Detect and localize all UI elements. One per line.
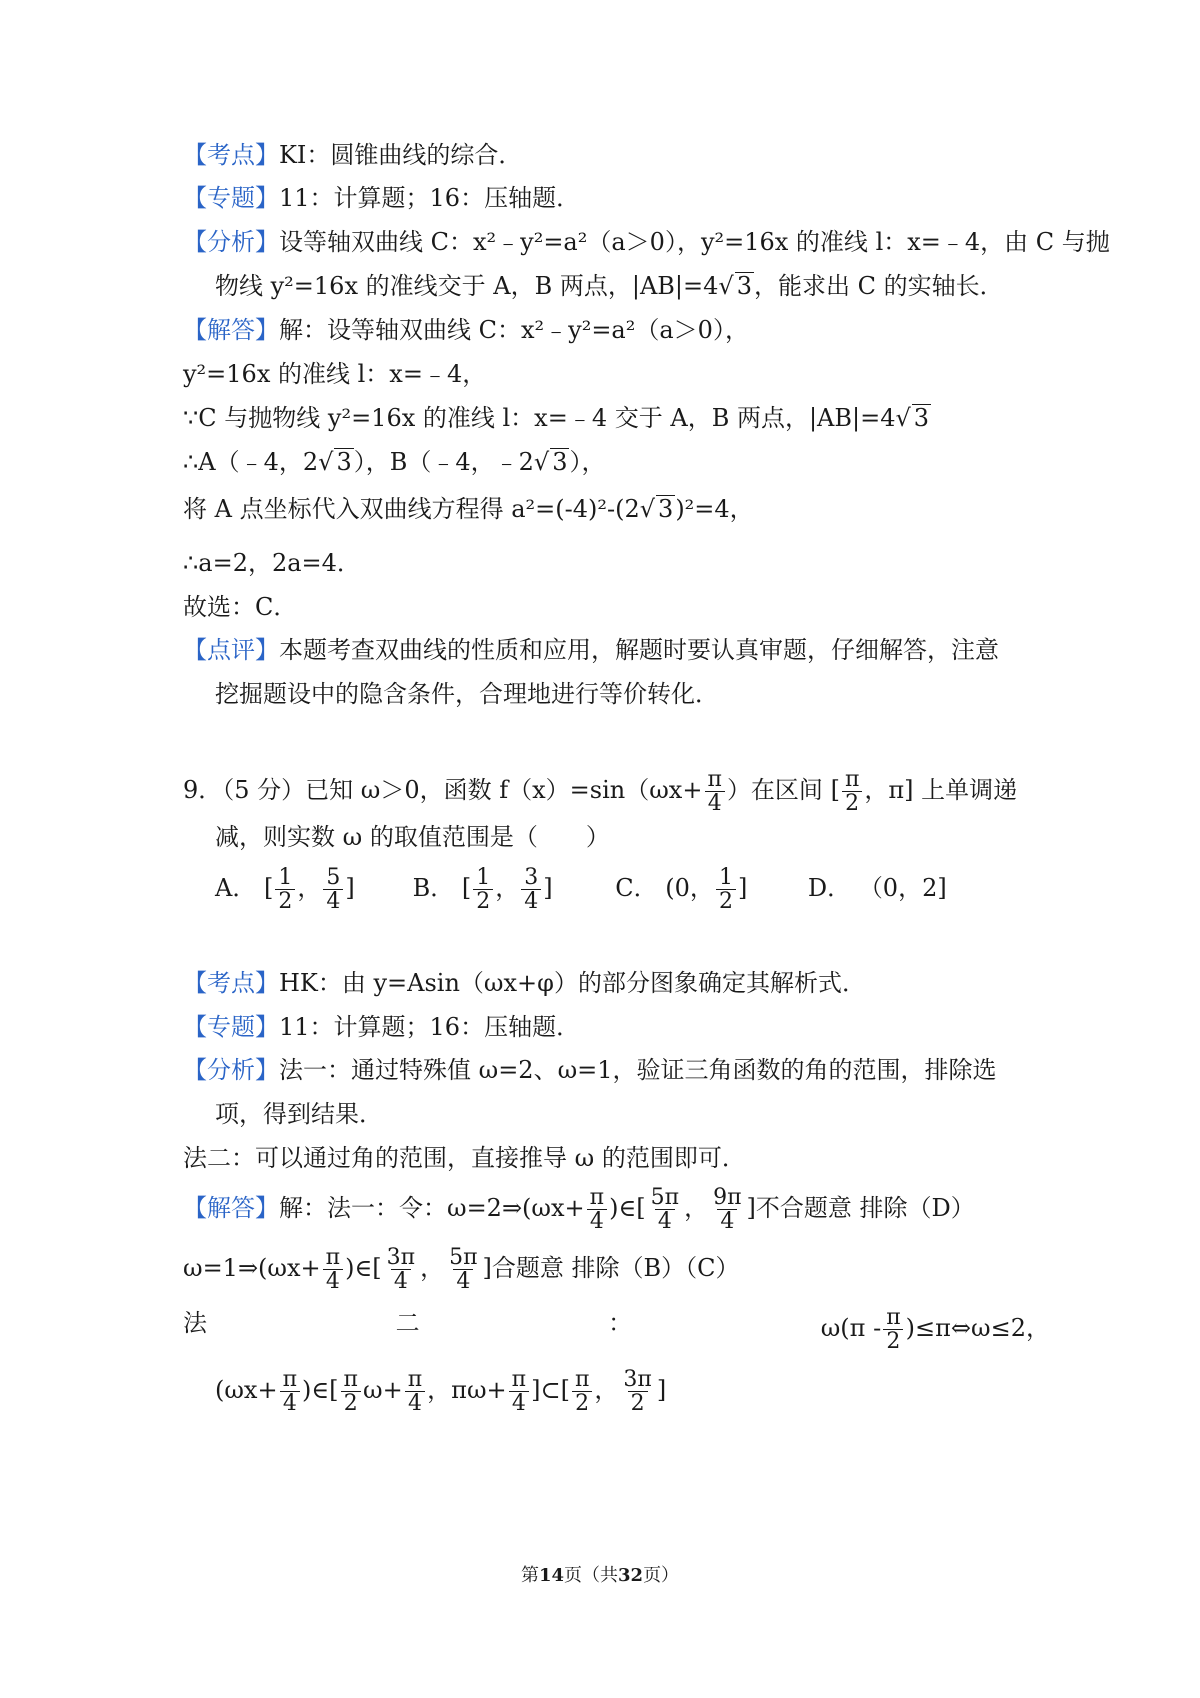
fraction <box>587 1186 607 1233</box>
numerator: 1 <box>718 865 733 890</box>
expr-part: ω(π - <box>820 1314 882 1343</box>
fraction <box>280 1368 300 1415</box>
fraction <box>405 1368 425 1415</box>
q9-jieda-line4 <box>215 1368 1050 1415</box>
numerator: π <box>844 767 860 792</box>
fraction <box>704 768 724 815</box>
set-symbol: )∈[ <box>609 1194 646 1223</box>
numerator: π <box>511 1367 527 1392</box>
denominator: 4 <box>323 889 343 913</box>
total-pages: 32 <box>618 1565 644 1586</box>
jieda-line: 解：设等轴双曲线 C：x²﹣y²=a²（a＞0）， <box>279 316 749 344</box>
bracket: ] <box>543 874 553 903</box>
fraction <box>384 1246 418 1293</box>
q8-jieda-line4 <box>183 445 1050 479</box>
fraction <box>620 1368 654 1415</box>
footer-text: 第 <box>520 1565 539 1586</box>
point-a: ∴A（﹣4，2 <box>183 448 319 476</box>
numerator: 5 <box>326 865 341 890</box>
radicand: 3 <box>658 495 674 523</box>
jieda-line: ]合题意 排除（B）（C） <box>482 1254 740 1283</box>
zhuanti-tag: 【专题】 <box>183 184 279 212</box>
denominator: 4 <box>391 1269 411 1293</box>
denominator: 2 <box>275 889 295 913</box>
dianping-line: 本题考查双曲线的性质和应用，解题时要认真审题，仔细解答，注意 <box>279 636 999 664</box>
numerator: 5π <box>449 1245 478 1270</box>
bracket: ] <box>656 1376 667 1405</box>
bracket: [ <box>461 874 472 903</box>
option-label: B． <box>412 874 455 903</box>
denominator: 2 <box>473 889 493 913</box>
fraction <box>509 1368 529 1415</box>
fenxi-line: ，能求出 C 的实轴长． <box>753 272 1004 300</box>
bracket: [ <box>263 874 274 903</box>
numerator: π <box>282 1367 298 1392</box>
jieda-line: ∵C 与抛物线 y²=16x 的准线 l：x=﹣4 交于 A，B 两点， <box>183 404 809 432</box>
equation: a²=(-4)²-(2 <box>511 495 640 523</box>
fraction <box>521 866 541 913</box>
numerator: π <box>407 1367 423 1392</box>
numerator: 3π <box>623 1367 652 1392</box>
zhuanti-text: 11：计算题；16：压轴题． <box>279 1013 581 1041</box>
fraction <box>323 866 343 913</box>
q8-jieda <box>183 313 1050 347</box>
jieda-line: 解：法一：令：ω=2⇒(ωx+ <box>279 1194 585 1223</box>
denominator: 2 <box>628 1391 648 1415</box>
stem-text: ）在区间 [ <box>726 776 840 805</box>
q8-jieda-line5 <box>183 492 1050 526</box>
footer-text: 页） <box>643 1565 680 1586</box>
denominator: 4 <box>405 1391 425 1415</box>
sqrt-sign: √ <box>533 448 550 476</box>
option-text: （0，2] <box>858 874 947 903</box>
fraction <box>710 1186 744 1233</box>
jieda-tag: 【解答】 <box>183 316 279 344</box>
q8-kaodian <box>183 138 1050 172</box>
fenxi-tag: 【分析】 <box>183 228 279 256</box>
denominator: 4 <box>453 1269 473 1293</box>
fraction <box>473 866 493 913</box>
point-b: ），B（﹣4，﹣2 <box>353 448 534 476</box>
denominator: 4 <box>717 1209 737 1233</box>
denominator: 4 <box>323 1269 343 1293</box>
q9-fenxi <box>183 1053 1050 1087</box>
option-d <box>808 871 947 905</box>
radicand: 3 <box>913 404 930 432</box>
numerator: 1 <box>476 865 491 890</box>
stem-text: 减，则实数 ω 的取值范围是（ ） <box>215 823 610 851</box>
fenxi-line: 设等轴双曲线 C：x²﹣y²=a²（a＞0），y²=16x 的准线 l：x=﹣4，由 C 与抛 <box>279 228 1110 256</box>
fraction <box>648 1186 682 1233</box>
denominator: 2 <box>716 889 736 913</box>
option-b: B． [ $\frac{1}{2}$ ， $\frac{3}{4}$ ] <box>412 865 553 915</box>
bracket: ] <box>345 874 355 903</box>
q9-zhuanti <box>183 1010 1050 1044</box>
numerator: π <box>574 1367 590 1392</box>
numerator: 1 <box>278 865 293 890</box>
denominator: 4 <box>521 889 541 913</box>
q9-stem-cont <box>215 820 1050 854</box>
fraction <box>341 1368 361 1415</box>
dianping-tag: 【点评】 <box>183 636 279 664</box>
q8-dianping-cont <box>215 677 1050 711</box>
jieda-line: 将 A 点坐标代入双曲线方程得 <box>183 495 512 523</box>
footer-text: 页（共 <box>564 1565 618 1586</box>
q9-fa2-line <box>183 1306 1050 1353</box>
q8-jieda-line2 <box>183 357 1050 391</box>
zhuanti-tag: 【专题】 <box>183 1013 279 1041</box>
sqrt-sign: √ <box>318 448 334 476</box>
punct: ， <box>684 1194 709 1223</box>
numerator: π <box>886 1305 901 1330</box>
denominator: 2 <box>572 1391 592 1415</box>
jieda-tag: 【解答】 <box>183 1194 279 1223</box>
set-symbol: )∈[ <box>302 1376 339 1405</box>
q9-stem <box>183 768 1050 815</box>
numerator: 9π <box>713 1185 742 1210</box>
fraction <box>446 1246 480 1293</box>
ab-length: |AB|=4 <box>808 404 896 432</box>
option-label: A． <box>215 874 257 903</box>
denominator: 4 <box>509 1391 529 1415</box>
q9-kaodian <box>183 966 1050 1000</box>
bracket: (0， <box>665 874 714 903</box>
fenxi-line: 物线 y²=16x 的准线交于 A，B 两点， <box>215 272 632 300</box>
set-symbol: ]⊂[ <box>531 1376 570 1405</box>
fa2-word: 法 <box>183 1309 207 1337</box>
fraction <box>716 866 736 913</box>
radicand: 3 <box>336 448 352 476</box>
jieda-line: y²=16x 的准线 l：x=﹣4， <box>183 360 487 388</box>
sqrt-sign: √ <box>895 404 911 432</box>
sqrt-sign: √ <box>639 495 656 523</box>
punct: ， <box>594 1376 619 1405</box>
q8-dianping <box>183 633 1050 667</box>
fraction <box>572 1368 592 1415</box>
kaodian-text: KI：圆锥曲线的综合． <box>279 141 523 169</box>
jieda-line: 故选：C． <box>183 593 298 621</box>
option-c <box>615 866 800 913</box>
q8-jieda-line7 <box>183 590 1050 624</box>
page-number: 14 <box>538 1565 564 1586</box>
numerator: π <box>707 767 722 792</box>
radicand: 3 <box>736 272 752 300</box>
fraction <box>275 866 295 913</box>
punct: ， <box>420 1254 445 1283</box>
stem-text: 9．（5 分）已知 ω＞0，函数 f（x）=sin（ωx+ <box>183 776 703 805</box>
expr-part: )≤π⇔ω≤2， <box>905 1314 1050 1343</box>
denominator: 2 <box>883 1329 903 1353</box>
radicand: 3 <box>552 448 568 476</box>
fenxi-line: 项，得到结果． <box>215 1100 383 1128</box>
equation: )²=4， <box>675 495 754 523</box>
denominator: 4 <box>655 1209 675 1233</box>
numerator: π <box>589 1185 605 1210</box>
q9-jieda-line2 <box>183 1246 1050 1293</box>
set-symbol: )∈[ <box>345 1254 382 1283</box>
option-label: D． <box>807 874 852 903</box>
q9-fenxi-line3 <box>183 1141 1050 1175</box>
q9-fenxi-cont <box>215 1097 1050 1131</box>
q8-zhuanti <box>183 181 1050 215</box>
q8-fenxi <box>183 225 1110 259</box>
fa2-word: 二 <box>395 1309 420 1337</box>
zhuanti-text: 11：计算题；16：压轴题． <box>279 184 581 212</box>
q8-fenxi-cont <box>215 269 1050 303</box>
q9-options <box>215 866 1050 913</box>
numerator: 5π <box>650 1185 680 1210</box>
fenxi-line: 法一：通过特殊值 ω=2、ω=1，验证三角函数的角的范围，排除选 <box>279 1056 997 1084</box>
fenxi-line: 法二：可以通过角的范围，直接推导 ω 的范围即可． <box>183 1144 746 1172</box>
numerator: 3π <box>386 1245 416 1270</box>
sqrt-sign: √ <box>718 272 734 300</box>
option-a: A． [ $\frac{1}{2}$ ， $\frac{5}{4}$ ] <box>215 865 355 915</box>
bracket: ] <box>737 874 748 903</box>
expr-part: ω+ <box>363 1376 403 1405</box>
denominator: 4 <box>280 1391 300 1415</box>
denominator: 2 <box>842 791 862 815</box>
fa2-word: ： <box>608 1309 633 1337</box>
denominator: 2 <box>341 1391 361 1415</box>
numerator: 3 <box>524 865 539 890</box>
page-footer <box>0 1564 1200 1588</box>
q8-jieda-line6 <box>183 546 1050 580</box>
jieda-line: ω=1⇒(ωx+ <box>183 1254 321 1283</box>
ab-length: |AB|=4 <box>631 272 719 300</box>
fraction <box>883 1306 903 1353</box>
fraction <box>323 1246 343 1293</box>
jieda-line: ∴a=2，2a=4． <box>183 549 361 577</box>
jieda-line: ]不合题意 排除（D） <box>746 1194 975 1223</box>
fraction <box>842 768 862 815</box>
numerator: π <box>343 1367 359 1392</box>
kaodian-tag: 【考点】 <box>183 969 279 997</box>
kaodian-text: HK：由 y=Asin（ωx+φ）的部分图象确定其解析式． <box>279 969 866 997</box>
numerator: π <box>325 1245 341 1270</box>
fa2-expression <box>821 1306 1050 1353</box>
punct: ）， <box>569 448 606 476</box>
denominator: 4 <box>705 791 725 815</box>
stem-text: ，π] 上单调递 <box>864 776 1018 805</box>
kaodian-tag: 【考点】 <box>183 141 279 169</box>
option-label: C． <box>615 874 658 903</box>
q8-jieda-line3 <box>183 401 1050 435</box>
dianping-line: 挖掘题设中的隐含条件，合理地进行等价转化． <box>215 680 719 708</box>
expr-part: ，πω+ <box>427 1376 507 1405</box>
denominator: 4 <box>587 1209 607 1233</box>
q9-jieda <box>183 1186 1050 1233</box>
fenxi-tag: 【分析】 <box>183 1056 279 1084</box>
expr-part: (ωx+ <box>215 1376 278 1405</box>
